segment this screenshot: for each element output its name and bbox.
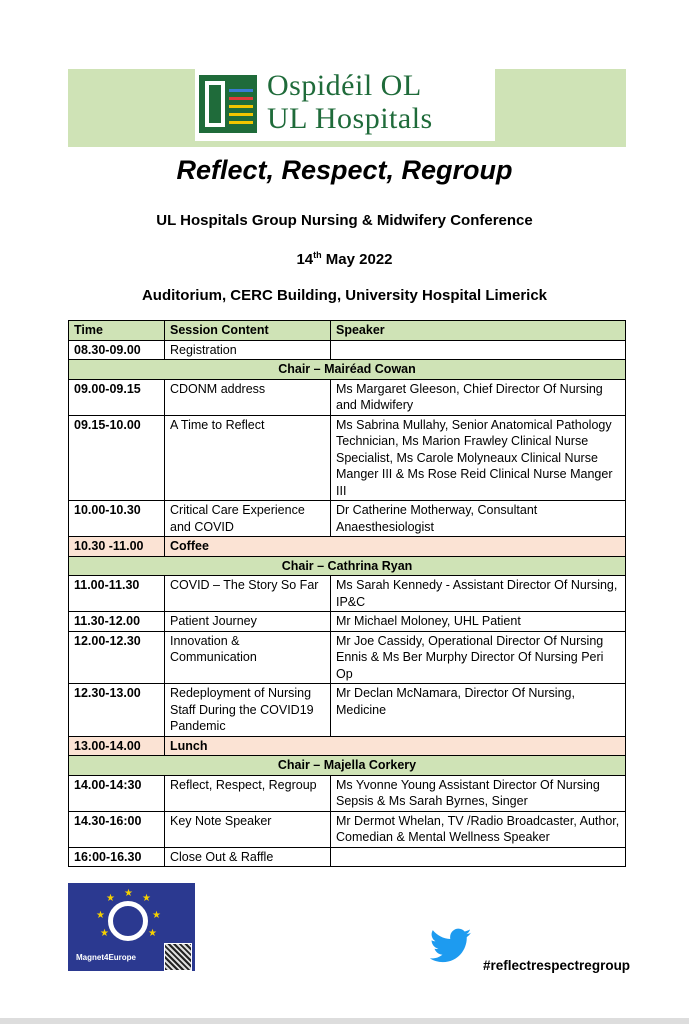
time-cell: 08.30-09.00 [69, 340, 165, 360]
speaker-cell: Ms Sabrina Mullahy, Senior Anatomical Pathology Technician, Ms Marion Frawley Clinical Nurse Specialist, Ms Carole Molyneaux Clinical Nurse Manger III & Ms Rose Reid Clinical Nurse Manger III [331, 415, 626, 501]
conference-venue: Auditorium, CERC Building, University Hospital Limerick [141, 287, 548, 304]
magnet4europe-logo [68, 883, 195, 971]
table-header-row [69, 321, 626, 341]
chair-name: Chair – Cathrina Ryan [69, 556, 626, 576]
table-row [69, 576, 626, 612]
table-row [69, 415, 626, 501]
time-cell: 12.00-12.30 [69, 631, 165, 684]
session-cell: Critical Care Experience and COVID [165, 501, 331, 537]
chair-name: Chair – Majella Corkery [69, 756, 626, 776]
magnet-label: Magnet4Europe [76, 953, 137, 962]
break-label: Coffee [165, 537, 626, 557]
table-row [69, 775, 626, 811]
speaker-cell [331, 847, 626, 867]
time-cell: 14.30-16:00 [69, 811, 165, 847]
twitter-bird-icon [430, 928, 472, 964]
chair-row [69, 556, 626, 576]
chair-name: Chair – Mairéad Cowan [69, 360, 626, 380]
break-row [69, 736, 626, 756]
table-row [69, 631, 626, 684]
time-cell: 12.30-13.00 [69, 684, 165, 737]
table-row [69, 379, 626, 415]
header-time: Time [69, 321, 165, 341]
ul-hospitals-logo [195, 69, 495, 141]
speaker-cell: Ms Sarah Kennedy - Assistant Director Of Nursing, IP&C [331, 576, 626, 612]
break-label: Lunch [165, 736, 626, 756]
qr-code-icon [164, 943, 192, 971]
page-bottom-edge [0, 1018, 689, 1024]
session-cell: Key Note Speaker [165, 811, 331, 847]
conference-subtitle: UL Hospitals Group Nursing & Midwifery Conference [156, 212, 533, 229]
chair-row [69, 756, 626, 776]
conference-title: Reflect, Respect, Regroup [176, 155, 513, 185]
ul-hospitals-logo-icon [199, 75, 257, 133]
session-cell: Innovation & Communication [165, 631, 331, 684]
speaker-cell: Dr Catherine Motherway, Consultant Anaesthesiologist [331, 501, 626, 537]
session-cell: Redeployment of Nursing Staff During the COVID19 Pandemic [165, 684, 331, 737]
star-icon: ★ [148, 928, 157, 939]
time-cell: 14.00-14:30 [69, 775, 165, 811]
speaker-cell: Ms Yvonne Young Assistant Director Of Nursing Sepsis & Ms Sarah Byrnes, Singer [331, 775, 626, 811]
time-cell: 10.30 -11.00 [69, 537, 165, 557]
header-banner [68, 69, 626, 147]
speaker-cell [331, 340, 626, 360]
speaker-cell: Mr Joe Cassidy, Operational Director Of Nursing Ennis & Ms Ber Murphy Director Of Nursing Peri Op [331, 631, 626, 684]
time-cell: 13.00-14.00 [69, 736, 165, 756]
chair-row [69, 360, 626, 380]
time-cell: 11.00-11.30 [69, 576, 165, 612]
break-row [69, 537, 626, 557]
speaker-cell: Ms Margaret Gleeson, Chief Director Of Nursing and Midwifery [331, 379, 626, 415]
time-cell: 16:00-16.30 [69, 847, 165, 867]
star-icon: ★ [124, 888, 133, 899]
logo-text-english: UL Hospitals [267, 102, 433, 135]
time-cell: 10.00-10.30 [69, 501, 165, 537]
header-session-content: Session Content [165, 321, 331, 341]
speaker-cell: Mr Michael Moloney, UHL Patient [331, 612, 626, 632]
magnet-ring-icon [108, 901, 148, 941]
star-icon: ★ [152, 910, 161, 921]
speaker-cell: Mr Declan McNamara, Director Of Nursing, Medicine [331, 684, 626, 737]
speaker-cell: Mr Dermot Whelan, TV /Radio Broadcaster, Author, Comedian & Mental Wellness Speaker [331, 811, 626, 847]
logo-text-irish: Ospidéil OL [267, 69, 422, 102]
star-icon: ★ [96, 910, 105, 921]
session-cell: A Time to Reflect [165, 415, 331, 501]
schedule-table [68, 320, 626, 867]
session-cell: Reflect, Respect, Regroup [165, 775, 331, 811]
session-cell: Patient Journey [165, 612, 331, 632]
time-cell: 11.30-12.00 [69, 612, 165, 632]
star-icon: ★ [100, 928, 109, 939]
star-icon: ★ [106, 893, 115, 904]
header-speaker: Speaker [331, 321, 626, 341]
session-cell: COVID – The Story So Far [165, 576, 331, 612]
session-cell: Registration [165, 340, 331, 360]
session-cell: CDONM address [165, 379, 331, 415]
table-row [69, 684, 626, 737]
table-row [69, 340, 626, 360]
hashtag-text: #reflectrespectregroup [483, 958, 631, 973]
table-row [69, 847, 626, 867]
time-cell: 09.00-09.15 [69, 379, 165, 415]
conference-date: 14th May 2022 [296, 250, 393, 268]
time-cell: 09.15-10.00 [69, 415, 165, 501]
session-cell: Close Out & Raffle [165, 847, 331, 867]
table-row [69, 501, 626, 537]
table-row [69, 811, 626, 847]
table-row [69, 612, 626, 632]
star-icon: ★ [142, 893, 151, 904]
